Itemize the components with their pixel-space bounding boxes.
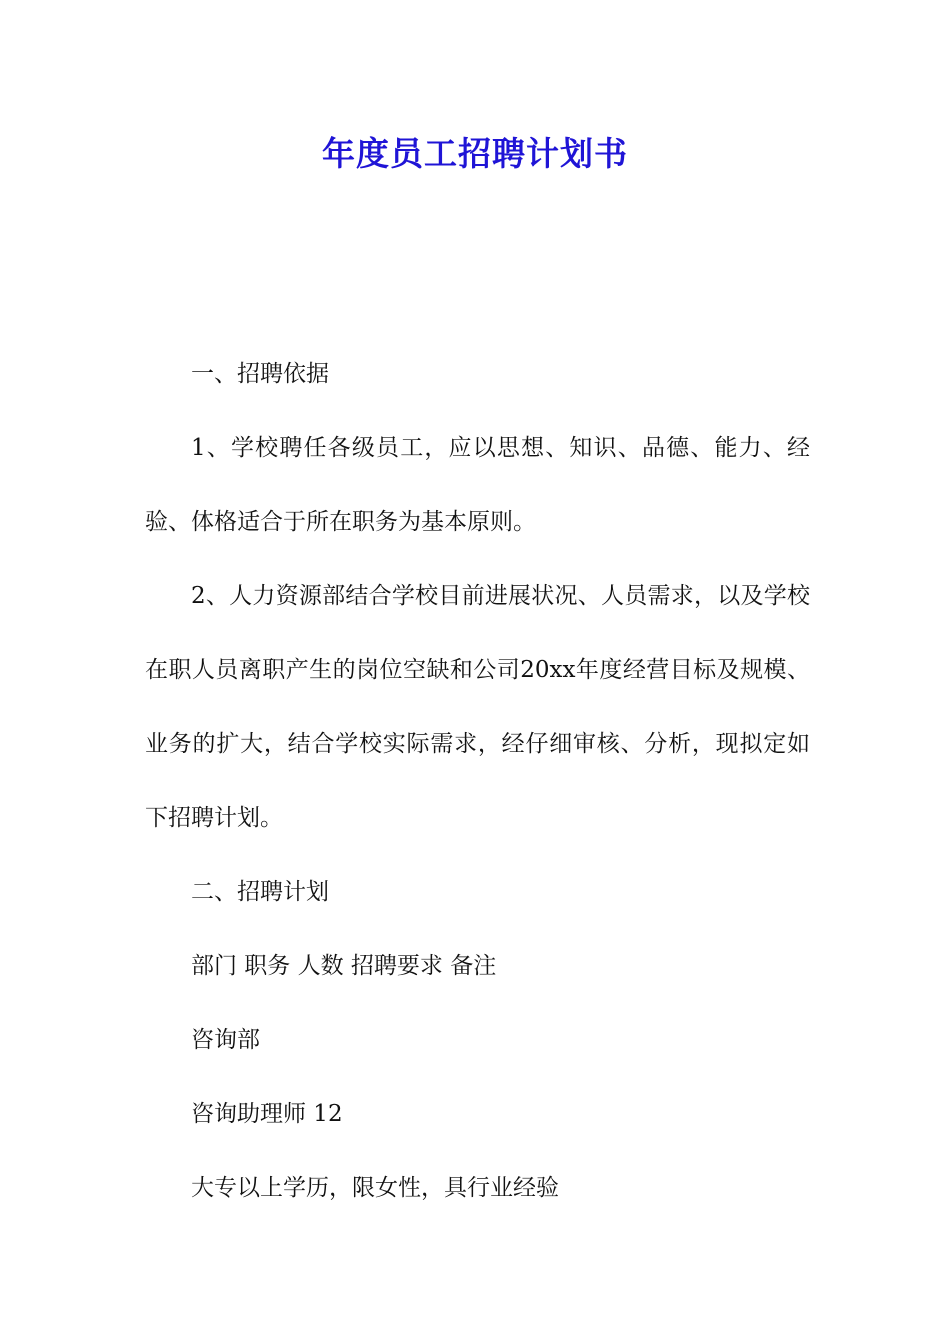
section-heading-plan: 二、招聘计划 (191, 879, 329, 905)
document-title: 年度员工招聘计划书 (322, 134, 628, 173)
paragraph-principle: 1、学校聘任各级员工，应以思想、知识、品德、能力、经验、体格适合于所在职务为基本原则。 (145, 435, 810, 535)
plan-position: 咨询助理师 12 (191, 1101, 343, 1127)
paragraph-needs: 2、人力资源部结合学校目前进展状况、人员需求，以及学校在职人员离职产生的岗位空缺和公司20xx年度经营目标及规模、业务的扩大，结合学校实际需求，经仔细审核、分析，现拟定如下招聘计划。 (145, 583, 810, 831)
plan-table-header: 部门 职务 人数 招聘要求 备注 (191, 953, 497, 979)
plan-requirement: 大专以上学历，限女性，具行业经验 (191, 1175, 559, 1201)
document-body (145, 337, 810, 1225)
plan-department: 咨询部 (191, 1027, 260, 1053)
section-heading-basis: 一、招聘依据 (191, 361, 329, 387)
